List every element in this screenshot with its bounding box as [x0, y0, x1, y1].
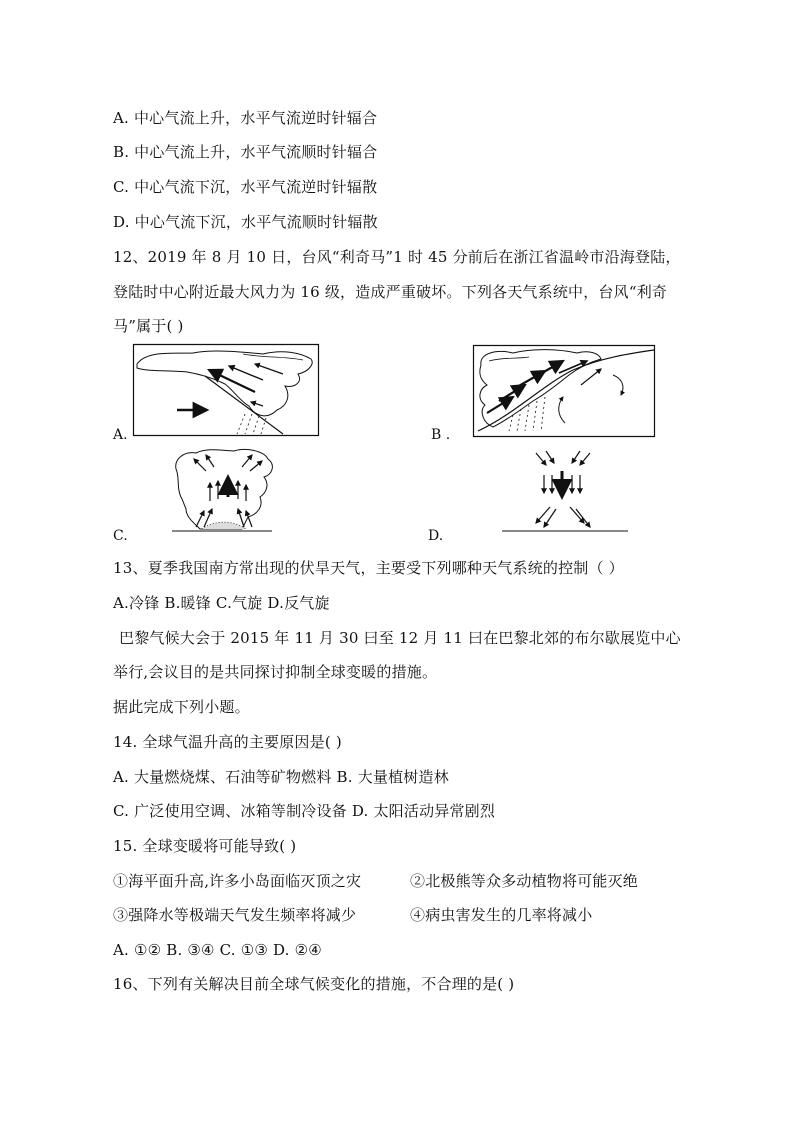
q11-option-d: D. 中心气流下沉，水平气流顺时针辐散 — [113, 213, 378, 231]
passage-line1: 巴黎气候大会于 2015 年 11 月 30 曰至 12 月 11 曰在巴黎北郊的布尔歇展览中心 — [119, 629, 681, 647]
q15-stem: 15. 全球变暖将可能导致( ) — [113, 837, 297, 855]
q16-stem: 16、下列有关解决目前全球气候变化的措施，不合理的是( ) — [113, 975, 515, 993]
q15-item-2: ②北极熊等众多动植物将可能灭绝 — [410, 872, 639, 890]
q11-option-b: B. 中心气流上升，水平气流顺时针辐合 — [113, 143, 378, 161]
q15-item-3: ③强降水等极端天气发生频率将减少 — [113, 906, 357, 924]
passage-line3: 据此完成下列小题。 — [113, 698, 250, 716]
q11-option-a: A. 中心气流上升，水平气流逆时针辐合 — [113, 109, 378, 127]
figure-b-label: B . — [431, 427, 451, 443]
figure-a-label: A. — [113, 427, 128, 443]
q12-stem-line3: 马”属于( ) — [113, 317, 184, 335]
q13-options: A.冷锋 B.暖锋 C.气旋 D.反气旋 — [113, 594, 330, 612]
q14-options-ab: A. 大量燃烧煤、石油等矿物燃料 B. 大量植树造林 — [113, 768, 449, 786]
figure-d-label: D. — [428, 528, 444, 544]
figure-c-label: C. — [113, 528, 128, 544]
q15-item-1: ①海平面升高,许多小岛面临灭顶之灾 — [113, 872, 362, 890]
cyclone-diagram — [172, 447, 276, 535]
q12-stem-line1: 12、2019 年 8 月 10 日，台风“利奇马”1 时 45 分前后在浙江省温岭市沿海登陆， — [113, 248, 681, 266]
q15-options: A. ①② B. ③④ C. ①③ D. ②④ — [113, 941, 322, 959]
q15-item-4: ④病虫害发生的几率将减小 — [410, 906, 593, 924]
cold-front-diagram — [133, 344, 319, 436]
passage-line2: 举行,会议目的是共同探讨抑制全球变暖的措施。 — [113, 663, 438, 681]
anticyclone-diagram — [500, 449, 630, 537]
q12-stem-line2: 登陆时中心附近最大风力为 16 级，造成严重破坏。下列各天气系统中，台风“利奇 — [113, 283, 668, 301]
warm-front-diagram — [473, 345, 655, 437]
q14-stem: 14. 全球气温升高的主要原因是( ) — [113, 733, 342, 751]
q11-option-c: C. 中心气流下沉，水平气流逆时针辐散 — [113, 178, 378, 196]
q14-options-cd: C. 广泛使用空调、冰箱等制冷设备 D. 太阳活动异常剧烈 — [113, 802, 496, 820]
q13-stem: 13、夏季我国南方常出现的伏旱天气，主要受下列哪种天气系统的控制（ ） — [113, 559, 624, 577]
